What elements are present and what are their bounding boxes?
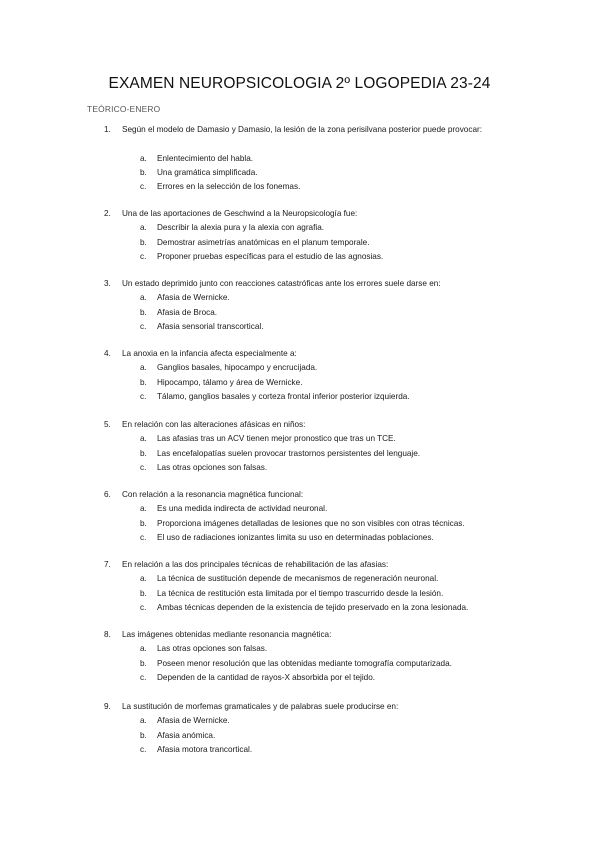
question-number: 1.	[104, 125, 111, 134]
question-text: Según el modelo de Damasio y Damasio, la lesión de la zona perisilvana posterior puede provocar:	[122, 125, 482, 134]
option-text: Una gramática simplificada.	[157, 167, 258, 177]
option-letter: b.	[140, 588, 147, 598]
option-letter: a.	[140, 363, 147, 373]
option-letter: c.	[140, 532, 147, 542]
option-text: Afasia de Wernicke.	[157, 716, 230, 726]
option-text: Ganglios basales, hipocampo y encrucijada.	[157, 363, 318, 373]
answer-option	[0, 361, 599, 375]
option-text: Las afasias tras un ACV tienen mejor pronostico que tras un TCE.	[157, 434, 396, 444]
answer-option	[0, 642, 599, 656]
question-number: 2.	[104, 209, 111, 218]
option-text: La técnica de sustitución depende de mecanismos de regeneración neuronal.	[157, 574, 439, 584]
option-text: Es una medida indirecta de actividad neuronal.	[157, 504, 328, 514]
answer-option	[0, 306, 599, 320]
option-text: Dependen de la cantidad de rayos-X absorbida por el tejido.	[157, 672, 376, 682]
option-text: Poseen menor resolución que las obtenidas mediante tomografía computarizada.	[157, 658, 452, 668]
answer-option	[0, 320, 599, 334]
option-letter: a.	[140, 716, 147, 726]
option-text: Afasia de Broca.	[157, 307, 218, 317]
question-number: 9.	[104, 702, 111, 711]
answer-option	[0, 390, 599, 404]
option-list	[0, 642, 599, 685]
option-letter: c.	[140, 602, 147, 612]
question-text: Las imágenes obtenidas mediante resonancia magnética:	[122, 630, 332, 639]
answer-option	[0, 447, 599, 461]
option-letter: a.	[140, 504, 147, 514]
answer-option	[0, 657, 599, 671]
answer-option	[0, 671, 599, 685]
answer-option	[0, 236, 599, 250]
option-letter: b.	[140, 448, 147, 458]
option-letter: b.	[140, 307, 147, 317]
answer-option	[0, 531, 599, 545]
option-letter: a.	[140, 644, 147, 654]
option-letter: b.	[140, 518, 147, 528]
option-letter: b.	[140, 377, 147, 387]
option-letter: a.	[140, 223, 147, 233]
option-letter: a.	[140, 293, 147, 303]
question-text: La sustitución de morfemas gramaticales y de palabras suele producirse en:	[122, 702, 399, 711]
option-letter: c.	[140, 462, 147, 472]
answer-option	[0, 152, 599, 166]
option-list	[0, 221, 599, 264]
option-list	[0, 572, 599, 615]
option-letter: b.	[140, 237, 147, 247]
option-text: Proponer pruebas específicas para el estudio de las agnosias.	[157, 251, 384, 261]
answer-option	[0, 461, 599, 475]
question-number: 3.	[104, 279, 111, 288]
option-text: Demostrar asimetrías anatómicas en el planum temporale.	[157, 237, 370, 247]
option-list	[0, 152, 599, 195]
option-text: Afasia motora trancortical.	[157, 744, 253, 754]
option-letter: c.	[140, 391, 147, 401]
option-letter: c.	[140, 744, 147, 754]
answer-option	[0, 432, 599, 446]
option-text: Afasia de Wernicke.	[157, 293, 230, 303]
answer-option	[0, 291, 599, 305]
option-list	[0, 502, 599, 545]
option-text: Ambas técnicas dependen de la existencia de tejido preservado en la zona lesionada.	[157, 602, 469, 612]
question-text: En relación con las alteraciones afásicas en niños:	[122, 420, 306, 429]
question-text: En relación a las dos principales técnicas de rehabilitación de las afasias:	[122, 560, 389, 569]
answer-option	[0, 376, 599, 390]
answer-option	[0, 517, 599, 531]
exam-subtitle: TEÓRICO-ENERO	[87, 104, 161, 114]
option-text: Las otras opciones son falsas.	[157, 644, 268, 654]
option-text: Hipocampo, tálamo y área de Wernicke.	[157, 377, 303, 387]
option-text: Errores en la selección de los fonemas.	[157, 182, 301, 192]
option-text: Proporciona imágenes detalladas de lesiones que no son visibles con otras técnicas.	[157, 518, 465, 528]
question-text: Un estado deprimido junto con reacciones catastróficas ante los errores suele darse en:	[122, 279, 441, 288]
option-text: Afasia sensorial transcortical.	[157, 321, 264, 331]
question-text: Con relación a la resonancia magnética funcional:	[122, 490, 304, 499]
answer-option	[0, 743, 599, 757]
answer-option	[0, 729, 599, 743]
option-text: Enlentecimiento del habla.	[157, 153, 254, 163]
option-letter: a.	[140, 153, 147, 163]
question-number: 7.	[104, 560, 111, 569]
option-text: Las encefalopatías suelen provocar trastornos persistentes del lenguaje.	[157, 448, 421, 458]
option-letter: b.	[140, 658, 147, 668]
option-text: La técnica de restitución esta limitada por el tiempo trascurrido desde la lesión.	[157, 588, 444, 598]
option-letter: b.	[140, 730, 147, 740]
question-number: 8.	[104, 630, 111, 639]
option-letter: a.	[140, 434, 147, 444]
option-list	[0, 361, 599, 404]
option-list	[0, 432, 599, 475]
answer-option	[0, 250, 599, 264]
option-letter: a.	[140, 574, 147, 584]
question-text: Una de las aportaciones de Geschwind a la Neuropsicología fue:	[122, 209, 358, 218]
option-text: Afasia anómica.	[157, 730, 216, 740]
answer-option	[0, 587, 599, 601]
option-text: Las otras opciones son falsas.	[157, 462, 268, 472]
answer-option	[0, 601, 599, 615]
option-text: El uso de radiaciones ionizantes limita su uso en determinadas poblaciones.	[157, 532, 434, 542]
option-text: Describir la alexia pura y la alexia con agrafia.	[157, 223, 325, 233]
option-list	[0, 291, 599, 334]
question-text: La anoxia en la infancia afecta especialmente a:	[122, 349, 297, 358]
option-letter: c.	[140, 182, 147, 192]
answer-option	[0, 166, 599, 180]
answer-option	[0, 714, 599, 728]
option-list	[0, 714, 599, 757]
answer-option	[0, 572, 599, 586]
answer-option	[0, 502, 599, 516]
option-text: Tálamo, ganglios basales y corteza frontal inferior posterior izquierda.	[157, 391, 410, 401]
option-letter: c.	[140, 251, 147, 261]
page-title: EXAMEN NEUROPSICOLOGIA 2º LOGOPEDIA 23-24	[108, 75, 491, 92]
option-letter: c.	[140, 672, 147, 682]
option-letter: c.	[140, 321, 147, 331]
question-number: 4.	[104, 349, 111, 358]
question-number: 5.	[104, 420, 111, 429]
option-letter: b.	[140, 167, 147, 177]
answer-option	[0, 221, 599, 235]
question-number: 6.	[104, 490, 111, 499]
answer-option	[0, 180, 599, 194]
